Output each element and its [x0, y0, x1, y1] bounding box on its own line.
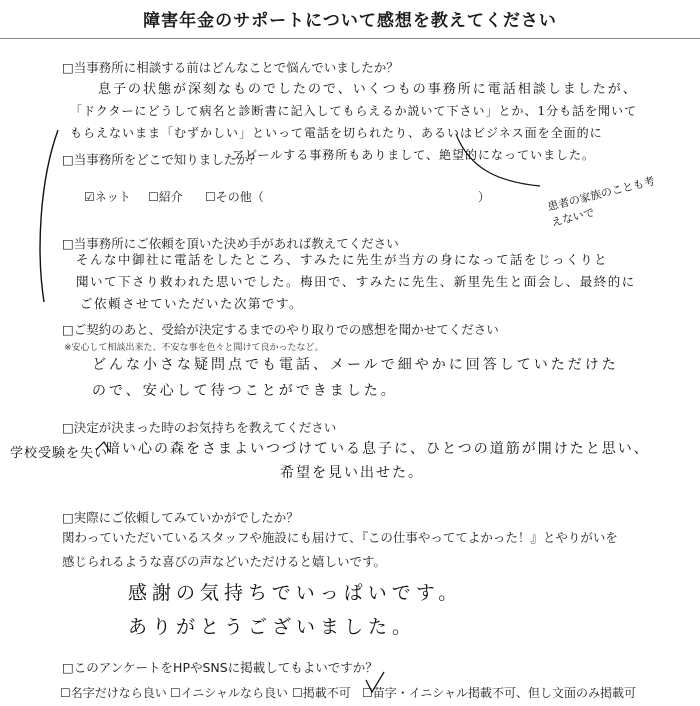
option-label: 苗字・イニシャル掲載不可、但し文面のみ掲載可	[372, 686, 637, 700]
bracket-line	[40, 130, 58, 302]
question-consult-before: □当事務所に相談する前はどんなことで悩んでいましたか？	[62, 60, 399, 75]
caret-mark	[96, 442, 110, 452]
answer-line: もらえないまま「むずかしい」といって電話を切られたり、あるいはビジネス面を全面的に	[70, 126, 603, 140]
option-label: 紹介	[158, 190, 183, 204]
answer-line: 息子の状態が深刻なものでしたので、いくつもの事務所に電話相談しましたが、	[98, 82, 638, 97]
option-label: 名字だけなら良い	[70, 686, 167, 700]
option-label: イニシャルなら良い	[180, 686, 289, 700]
answer-line: ご依頼させていただいた次第です。	[80, 296, 304, 311]
option-label: ネット	[94, 190, 131, 204]
question-description: 関わっていただいているスタッフや施設にも届けて、『この仕事やっててよかった！』とやりがいを感じられるような喜びの声などいただけると嬉しいです。	[62, 530, 618, 569]
page-title: 障害年金のサポートについて感想を教えてください	[143, 11, 557, 31]
question-feelings-on-decision: □決定が決まった時のお気持ちを教えてください	[62, 420, 337, 435]
answer-line: ので、安心して待つことができました。	[92, 383, 398, 399]
margin-annotation: 学校受験を失い	[10, 446, 109, 461]
question-publish-permission: □このアンケートをHPやSNSに掲載してもよいですか？	[62, 660, 378, 675]
question-after-contract: □ご契約のあと、受給が決定するまでのやり取りでの感想を聞かせてください	[62, 322, 499, 337]
arrow-line	[456, 134, 540, 186]
question-how-was-it: □実際にご依頼してみていかがでしたか？	[62, 510, 299, 525]
question-hint: ※安心して相談出来た、不安な事を色々と聞けて良かったなど。	[64, 343, 324, 353]
answer-line: 感謝の気持ちでいっぱいです。	[128, 582, 463, 604]
answer-line: そんな中御社に電話をしたところ、すみたに先生が当方の身になって話をじっくりと	[76, 252, 609, 267]
answer-line: 希望を見い出せた。	[280, 465, 424, 481]
check-mark	[366, 672, 384, 692]
answer-line: どんな小さな疑問点でも電話、メールで細やかに回答していただけた	[92, 357, 619, 373]
answer-line: アピールする事務所もありまして、絶望的になっていました。	[232, 148, 596, 162]
answer-line: 聞いて下さり救われた思いでした。梅田で、すみたに先生、新里先生と面会し、最終的に	[76, 274, 636, 289]
side-annotation: 患者の家族のことも考えないで	[546, 174, 657, 230]
question-deciding-factor: □当事務所にご依頼を頂いた決め手があれば教えてください	[62, 236, 399, 251]
answer-line: 「ドクターにどうして病名と診断書に記入してもらえるか説いて下さい」とか、1分も話を聞いて	[70, 104, 638, 118]
question-how-found: □当事務所をどこで知りましたか？	[62, 152, 262, 167]
option-other-close: ）	[478, 190, 491, 204]
option-label: その他（	[215, 190, 264, 204]
answer-line: ありがとうございました。	[128, 616, 417, 638]
option-label: 掲載不可	[302, 686, 351, 700]
answer-line: 暗い心の森をさまよいつづけている息子に、ひとつの道筋が開けたと思い、	[106, 441, 650, 457]
